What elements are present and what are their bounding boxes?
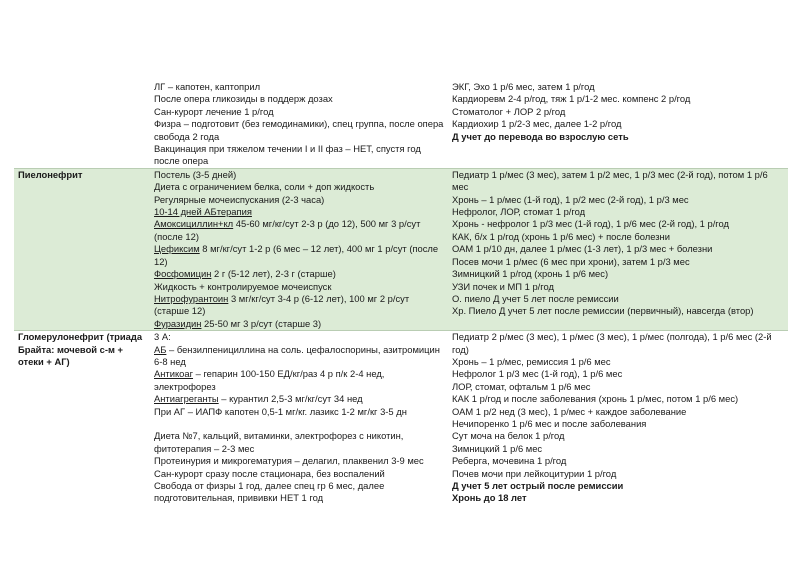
drug-name: Амоксициллин+кл [154, 218, 234, 230]
drug-dosage: 8 мг/кг/сут 1-2 р (6 мес – 12 лет), 400 мг 1 р/сут (после 12) [154, 243, 439, 267]
text-line: ЛОР, стомат, офтальм 1 р/6 мес [452, 380, 591, 392]
drug-dosage: 3 мг/кг/сут 3-4 р (6-12 лет), 100 мг 2 р/сут (старше 12) [154, 292, 410, 317]
text-line: Сут моча на белок 1 р/год [452, 430, 565, 442]
drug-dosage: 2 г (5-12 лет), 2-3 г (старше) [211, 268, 336, 280]
text-line: Кардиохир 1 р/2-3 мес, далее 1-2 р/год [452, 118, 622, 130]
text-line: Сан-курорт сразу после стационара, без воспалений [154, 467, 385, 479]
drug-name: Антиагреганты [154, 393, 219, 405]
text-line: Физра – подготовит (без гемодинамики), спец группа, после опера свобода 2 года [154, 118, 444, 142]
text-line: КАК, б/х 1 р/год (хронь 1 р/6 мес) + после болезни [452, 230, 670, 242]
text-line: Педиатр 1 р/мес (3 мес), затем 1 р/2 мес, 1 р/3 мес (2-й год), потом 1 р/6 мес [452, 168, 768, 193]
text-line [154, 368, 444, 393]
text-line: О. пиело Д учет 5 лет после ремиссии [452, 292, 619, 304]
text-line [154, 344, 444, 369]
drug-dosage: – гепарин 100-150 ЕД/кг/раз 4 р п/к 2-4 нед, электрофорез [154, 368, 385, 392]
text-line: Почев мочи при лейкоцитурии 1 р/год [452, 467, 617, 479]
text-line: При АГ – ИАПФ капотен 0,5-1 мг/кг. лазикс 1-2 мг/кг 3-5 дн [154, 405, 407, 417]
treatment-cell [150, 81, 448, 168]
treatment-cell [150, 168, 448, 330]
text-line [154, 318, 444, 330]
disease-cell [14, 168, 150, 330]
drug-name: АБ [154, 343, 167, 355]
drug-name: Нитрофурантоин [154, 292, 229, 304]
text-line [154, 243, 444, 268]
text-line: Хронь до 18 лет [452, 492, 527, 504]
text-line: Нефролог 1 р/3 мес (1-й год), 1 р/6 мес [452, 368, 623, 380]
drug-dosage: 25-50 мг 3 р/сут (старше 3) [201, 317, 322, 329]
followup-cell [448, 331, 788, 505]
table-row [14, 168, 788, 330]
followup-cell [448, 81, 788, 168]
drug-dosage: – бензилпенициллина на соль. цефалоспорины, азитромицин 6-8 нед [154, 343, 440, 367]
drug-name: Фосфомицин [154, 268, 212, 280]
text-line: Сан-курорт лечение 1 р/год [154, 105, 274, 117]
text-line: Зимницкий 1 р/год (хронь 1 р/6 мес) [452, 268, 609, 280]
text-line: Посев мочи 1 р/мес (6 мес при хрони), затем 1 р/3 мес [452, 255, 690, 267]
text-line: Хронь – 1 р/мес, ремиссия 1 р/6 мес [452, 355, 611, 367]
text-line: Свобода от физры 1 год, далее спец гр 6 мес, далее подготовительная, прививки НЕТ 1 год [154, 480, 385, 504]
text-line: Хр. Пиело Д учет 5 лет после ремиссии (первичный), навсегда (втор) [452, 305, 754, 317]
text-line: Кардиоревм 2-4 р/год, тяж 1 р/1-2 мес. компенс 2 р/год [452, 93, 691, 105]
text-line: Хронь – 1 р/мес (1-й год), 1 р/2 мес (2-й год), 1 р/3 мес [452, 193, 689, 205]
text-line: Нечипоренко 1 р/6 мес и после заболевания [452, 417, 647, 429]
drug-name: Фуразидин [154, 317, 202, 329]
disease-name: Гломерулонефрит (триада Брайта: мочевой с-м + отеки + АГ) [18, 331, 143, 367]
text-line [154, 218, 444, 243]
text-line: УЗИ почек и МП 1 р/год [452, 280, 554, 292]
text-line: 3 А: [154, 331, 171, 343]
text-line: Стоматолог + ЛОР 2 р/год [452, 105, 566, 117]
text-line: Диета с ограничением белка, соли + доп жидкость [154, 181, 375, 193]
treatment-cell [150, 331, 448, 505]
text-line: ЛГ – капотен, каптоприл [154, 81, 261, 92]
text-line: Реберга, мочевина 1 р/год [452, 455, 567, 467]
drug-dosage: 45-60 мг/кг/сут 2-3 р (до 12), 500 мг 3 р/сут (после 12) [154, 218, 421, 242]
text-line [154, 268, 444, 280]
text-line: Д учет до перевода во взрослую сеть [452, 130, 629, 142]
text-line: ОАМ 1 р/10 дн, далее 1 р/мес (1-3 лет), 1 р/3 мес + болезни [452, 243, 713, 255]
drug-name: Антикоаг [154, 368, 194, 380]
disease-name: Пиелонефрит [18, 168, 83, 180]
text-line: Нефролог, ЛОР, стомат 1 р/год [452, 206, 586, 218]
text-line: 10-14 дней АБтерапия [154, 206, 252, 218]
drug-name: Цефиксим [154, 243, 200, 255]
text-line [154, 418, 444, 430]
text-line [154, 393, 444, 405]
text-line: Хронь - нефролог 1 р/3 мес (1-й год), 1 р/6 мес (2-й год), 1 р/год [452, 218, 729, 230]
table-row [14, 81, 788, 168]
table-row [14, 331, 788, 505]
text-line: Д учет 5 лет острый после ремиссии [452, 480, 624, 491]
text-line: КАК 1 р/год и после заболевания (хронь 1 р/мес, потом 1 р/6 мес) [452, 393, 739, 405]
text-line: После опера гликозиды в поддерж дозах [154, 93, 333, 105]
text-line: Регулярные мочеиспускания (2-3 часа) [154, 193, 325, 205]
followup-cell [448, 168, 788, 330]
disease-cell [14, 81, 150, 168]
text-line: Постель (3-5 дней) [154, 168, 237, 180]
text-line: ОАМ 1 р/2 нед (3 мес), 1 р/мес + каждое заболевание [452, 405, 687, 417]
text-line: ЭКГ, Эхо 1 р/6 мес, затем 1 р/год [452, 81, 595, 92]
text-line: Жидкость + контролируемое мочеиспуск [154, 280, 332, 292]
disease-cell [14, 331, 150, 505]
text-line: Диета №7, кальций, витаминки, электрофорез с никотин, фитотерапия – 2-3 мес [154, 430, 404, 454]
text-line: Педиатр 2 р/мес (3 мес), 1 р/мес (3 мес), 1 р/мес (полгода), 1 р/6 мес (2-й год) [452, 331, 772, 355]
text-line: Протеинурия и микрогематурия – делагил, плаквенил 3-9 мес [154, 455, 424, 467]
text-line: Вакцинация при тяжелом течении I и II фаз – НЕТ, спустя год после опера [154, 143, 421, 167]
drug-dosage: – курантил 2,5-3 мг/кг/сут 34 нед [218, 393, 363, 405]
treatment-table [14, 81, 788, 505]
text-line: Зимницкий 1 р/6 мес [452, 442, 543, 454]
text-line [154, 293, 444, 318]
